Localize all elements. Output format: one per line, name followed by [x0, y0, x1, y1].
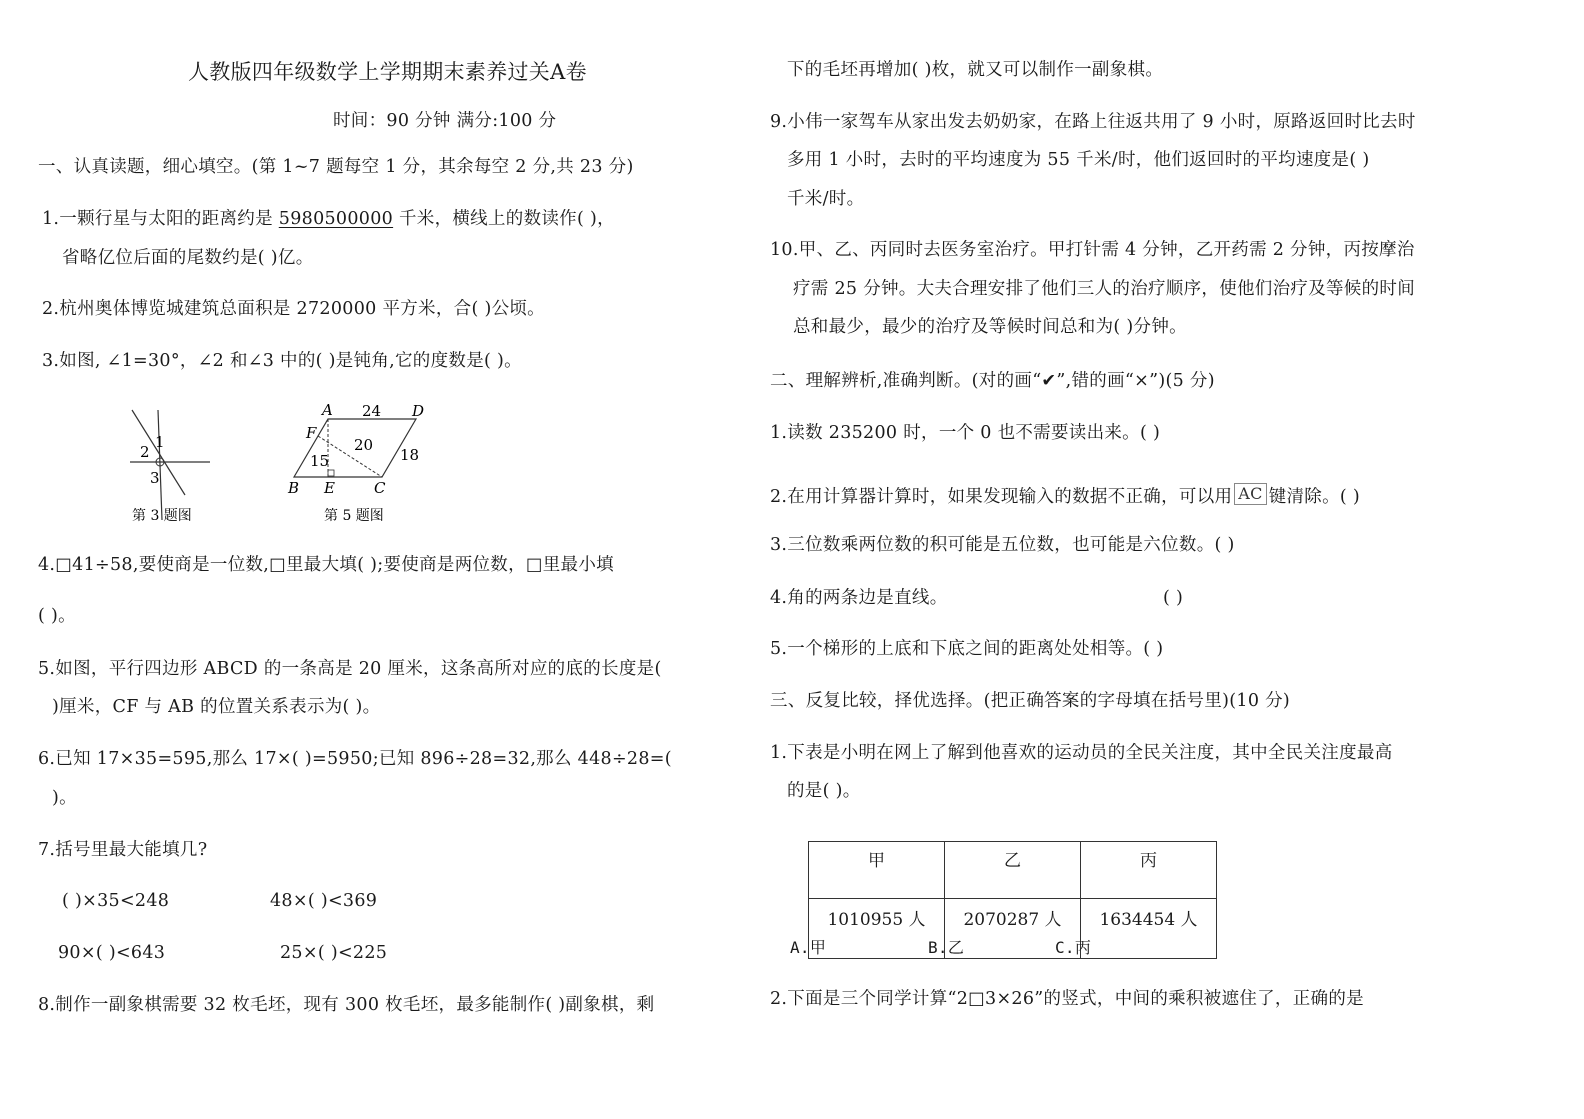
angle-1-label: 1	[155, 433, 165, 451]
question-7-item-4: 25×( )<225	[280, 943, 388, 963]
question-9-line-1: 9.小伟一家驾车从家出发去奶奶家，在路上往返共用了 9 小时，原路返回时比去时	[770, 112, 1416, 132]
choice-1-line-2: 的是( )。	[787, 781, 861, 801]
question-3: 3.如图, ∠1=30°，∠2 和∠3 中的( )是钝角,它的度数是( )。	[42, 351, 522, 371]
question-5-line-1: 5.如图，平行四边形 ABCD 的一条高是 20 厘米，这条高所对应的底的长度是(	[38, 659, 662, 679]
svg-text:B: B	[288, 479, 300, 497]
judge-2: 2.在用计算器计算时，如果发现输入的数据不正确，可以用 AC 键清除。( )	[770, 484, 1361, 507]
underlined-number: 5980500000	[278, 209, 394, 229]
question-7: 7.括号里最大能填几?	[38, 840, 208, 860]
judge-4-blank: ( )	[1163, 588, 1184, 608]
svg-text:A: A	[322, 401, 333, 419]
svg-text:E: E	[324, 479, 335, 497]
svg-text:18: 18	[400, 446, 420, 464]
svg-text:24: 24	[362, 402, 382, 420]
ac-key-icon: AC	[1234, 483, 1266, 505]
section-3-heading: 三、反复比较，择优选择。(把正确答案的字母填在括号里)(10 分)	[770, 691, 1291, 711]
table-header: 乙	[945, 842, 1081, 899]
option-c: C.丙	[1055, 938, 1092, 957]
figure-3-caption: 第 3 题图	[132, 508, 192, 524]
angle-3-label: 3	[150, 469, 160, 487]
question-8-line-1: 8.制作一副象棋需要 32 枚毛坯，现有 300 枚毛坯，最多能制作( )副象棋，剩	[38, 995, 655, 1015]
page-title: 人教版四年级数学上学期期末素养过关A卷	[188, 60, 587, 84]
question-10-line-2: 疗需 25 分钟。大夫合理安排了他们三人的治疗顺序，使他们治疗及等候的时间	[793, 279, 1415, 299]
attention-table	[808, 841, 1217, 959]
question-6-line-2: )。	[52, 788, 77, 808]
option-a: A.甲	[790, 938, 827, 957]
question-9-line-3: 千米/时。	[787, 189, 865, 209]
table-header: 丙	[1081, 842, 1217, 899]
section-1-heading: 一、认真读题，细心填空。(第 1~7 题每空 1 分，其余每空 2 分,共 23 分)	[38, 157, 634, 177]
choice-2: 2.下面是三个同学计算“2□3×26”的竖式，中间的乘积被遮住了，正确的是	[770, 989, 1364, 1009]
table-cell: 2070287 人	[945, 899, 1081, 959]
judge-5: 5.一个梯形的上底和下底之间的距离处处相等。( )	[770, 639, 1164, 659]
option-b: B.乙	[928, 938, 965, 957]
svg-text:F: F	[306, 424, 317, 442]
table-cell: 1634454 人	[1081, 899, 1217, 959]
figure-5-caption: 第 5 题图	[324, 508, 384, 524]
question-7-item-1: ( )×35<248	[62, 891, 170, 911]
question-9-line-2: 多用 1 小时，去时的平均速度为 55 千米/时，他们返回时的平均速度是( )	[787, 150, 1370, 170]
judge-3: 3.三位数乘两位数的积可能是五位数，也可能是六位数。( )	[770, 535, 1235, 555]
question-8-line-2: 下的毛坯再增加( )枚，就又可以制作一副象棋。	[787, 60, 1164, 80]
question-1-line-2: 省略亿位后面的尾数约是( )亿。	[62, 248, 314, 268]
question-10-line-3: 总和最少，最少的治疗及等候时间总和为( )分钟。	[793, 317, 1187, 337]
table-header: 甲	[809, 842, 945, 899]
judge-4: 4.角的两条边是直线。	[770, 588, 948, 608]
svg-text:20: 20	[354, 436, 374, 454]
question-7-item-3: 90×( )<643	[58, 943, 166, 963]
question-6-line-1: 6.已知 17×35=595,那么 17×( )=5950;已知 896÷28=32,那么 448÷28=(	[38, 749, 672, 769]
angle-2-label: 2	[140, 443, 150, 461]
question-5-line-2: )厘米，CF 与 AB 的位置关系表示为( )。	[52, 697, 381, 717]
svg-text:15: 15	[310, 452, 330, 470]
table-cell: 1010955 人	[809, 899, 945, 959]
svg-text:C: C	[374, 479, 386, 497]
figure-5-parallelogram	[280, 400, 440, 530]
exam-meta: 时间：90 分钟 满分:100 分	[333, 111, 557, 131]
question-7-item-2: 48×( )<369	[270, 891, 378, 911]
section-2-heading: 二、理解辨析,准确判断。(对的画“✔”,错的画“×”)(5 分)	[770, 371, 1215, 391]
svg-text:D: D	[412, 402, 425, 420]
choice-1-line-1: 1.下表是小明在网上了解到他喜欢的运动员的全民关注度，其中全民关注度最高	[770, 743, 1393, 763]
figure-3-angles	[110, 400, 220, 530]
question-10-line-1: 10.甲、乙、丙同时去医务室治疗。甲打针需 4 分钟，乙开药需 2 分钟，丙按摩治	[770, 240, 1415, 260]
question-2: 2.杭州奥体博览城建筑总面积是 2720000 平方米，合( )公顷。	[42, 299, 545, 319]
judge-1: 1.读数 235200 时，一个 0 也不需要读出来。( )	[770, 423, 1161, 443]
question-4-line-2: ( )。	[38, 606, 76, 626]
question-1-line-1: 1.一颗行星与太阳的距离约是 5980500000 千米，横线上的数读作( )，	[42, 209, 615, 229]
question-4-line-1: 4.□41÷58,要使商是一位数,□里最大填( );要使商是两位数，□里最小填	[38, 555, 614, 575]
